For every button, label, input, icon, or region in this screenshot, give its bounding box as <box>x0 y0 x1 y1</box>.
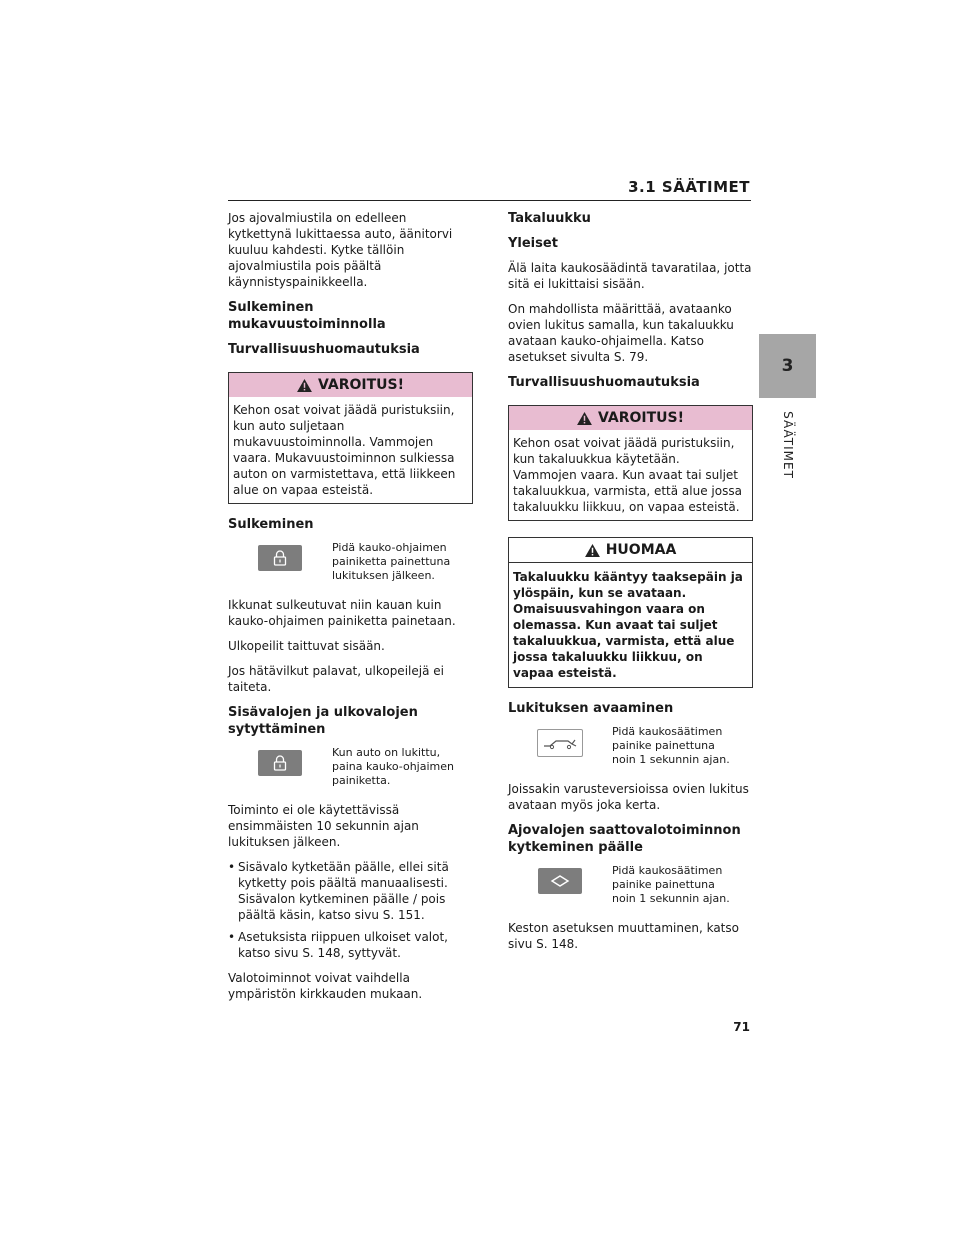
paragraph-versions: Joissakin varusteversioissa ovien lukitus avataan myös joka kerta. <box>508 782 749 812</box>
heading-closing: Sulkeminen <box>228 517 314 532</box>
warning-triangle-icon <box>585 544 600 557</box>
remote-lock-button <box>258 750 302 776</box>
heading-tailgate: Takaluukku <box>508 211 591 226</box>
lock-key-icon <box>273 550 287 566</box>
header-rule <box>228 200 751 201</box>
list-item: • Asetuksista riippuen ulkoiset valot, katso sivu S. 148, syttyvät. <box>228 929 473 961</box>
remote-tailgate-button <box>537 729 583 757</box>
section-title: 3.1 SÄÄTIMET <box>628 178 750 196</box>
instruction-text: Kun auto on lukittu, paina kauko-ohjaimen painiketta. <box>332 746 454 787</box>
paragraph-function: Toiminto ei ole käytettävissä ensimmäisten 10 sekunnin ajan lukituksen jälkeen. <box>228 803 419 849</box>
warning-header <box>509 406 752 430</box>
paragraph-key: Älä laita kaukosäädintä tavaratilaa, jotta sitä ei lukittaisi sisään. <box>508 261 752 291</box>
instruction-text: Pidä kaukosäätimen painike painettuna noin 1 sekunnin ajan. <box>612 864 730 905</box>
warning-header <box>229 373 472 397</box>
heading-safety-notes: Turvallisuushuomautuksia <box>508 375 700 390</box>
chapter-number: 3 <box>781 356 794 376</box>
notice-text: Takaluukku kääntyy taaksepäin ja ylöspäin, kun se avataan. Omaisuusvahingon vaara on olemassa. Kun avaat tai suljet takaluukkua, varmista, että alue jossa takaluukku liikkuu, on vapaa esteistä. <box>513 570 743 680</box>
left-column <box>228 210 473 1011</box>
remote-light-button <box>538 868 582 894</box>
paragraph-duration: Keston asetuksen muuttaminen, katso sivu S. 148. <box>508 921 739 951</box>
chapter-label-container <box>755 410 821 480</box>
chapter-label: SÄÄTIMET <box>781 411 796 479</box>
right-column <box>508 210 753 961</box>
warning-text: Kehon osat voivat jäädä puristuksiin, kun takaluukkua käytetään. Vammojen vaara. Kun avaat tai suljet takaluukkua, varmista, että alue jossa takaluukku liikkuu, on vapaa esteistä. <box>513 436 742 514</box>
page-number: 71 <box>733 1020 750 1034</box>
heading-safety-notes: Turvallisuushuomautuksia <box>228 342 420 357</box>
bullet-list <box>228 859 473 961</box>
list-item: • Sisävalo kytketään päälle, ellei sitä kytketty pois päältä manuaalisesti. Sisävalon kytkeminen päälle / pois päältä käsin, katso sivu S. 151. <box>228 859 473 923</box>
intro-paragraph: Jos ajovalmiustila on edelleen kytkettynä lukittaessa auto, äänitorvi kuuluu kahdesti. Kytke tällöin ajovalmiustila pois päältä käynnistyspainikkeella. <box>228 211 453 289</box>
warning-triangle-icon <box>297 379 312 392</box>
paragraph-option: On mahdollista määrittää, avataanko ovien lukitus samalla, kun takaluukku avataan kauko-ohjaimella. Katso asetukset sivulta S. 79. <box>508 302 734 364</box>
paragraph-brightness: Valotoiminnot voivat vaihdella ympäristön kirkkauden mukaan. <box>228 971 423 1001</box>
warning-title: VAROITUS! <box>598 410 684 426</box>
instruction-row <box>508 725 753 767</box>
heading-unlock: Lukituksen avaaminen <box>508 701 674 716</box>
notice-header <box>509 538 752 563</box>
instruction-row <box>508 864 753 906</box>
instruction-row <box>228 541 473 583</box>
instruction-row <box>228 746 473 788</box>
warning-box <box>228 372 473 504</box>
warning-box <box>508 405 753 521</box>
heading-follow-me-home: Ajovalojen saattovalotoiminnon kytkeminen päälle <box>508 823 741 855</box>
lock-key-icon <box>273 755 287 771</box>
notice-box <box>508 537 753 688</box>
warning-title: VAROITUS! <box>318 377 404 393</box>
remote-lock-button <box>258 545 302 571</box>
notice-title: HUOMAA <box>605 542 677 558</box>
heading-comfort-closing: Sulkeminen mukavuustoiminnolla <box>228 300 386 332</box>
warning-text: Kehon osat voivat jäädä puristuksiin, kun auto suljetaan mukavuustoiminnolla. Vammojen vaara. Mukavuustoiminnon sulkiessa auton on varmistettava, että liikkeen alue on vapaa esteistä. <box>233 403 456 497</box>
car-tailgate-icon <box>542 736 578 750</box>
paragraph-windows: Ikkunat sulkeutuvat niin kauan kuin kauko-ohjaimen painiketta painetaan. <box>228 598 456 628</box>
heading-lights: Sisävalojen ja ulkovalojen sytyttäminen <box>228 705 418 737</box>
warning-triangle-icon <box>577 412 592 425</box>
paragraph-mirrors: Ulkopeilit taittuvat sisään. <box>228 639 385 653</box>
paragraph-hazard: Jos hätävilkut palavat, ulkopeilejä ei taiteta. <box>228 664 444 694</box>
headlight-chevron-icon <box>549 874 571 888</box>
instruction-text: Pidä kaukosäätimen painike painettuna noin 1 sekunnin ajan. <box>612 725 730 766</box>
instruction-text: Pidä kauko-ohjaimen painiketta painettuna lukituksen jälkeen. <box>332 541 451 582</box>
heading-general: Yleiset <box>508 236 558 251</box>
chapter-tab <box>759 334 816 398</box>
